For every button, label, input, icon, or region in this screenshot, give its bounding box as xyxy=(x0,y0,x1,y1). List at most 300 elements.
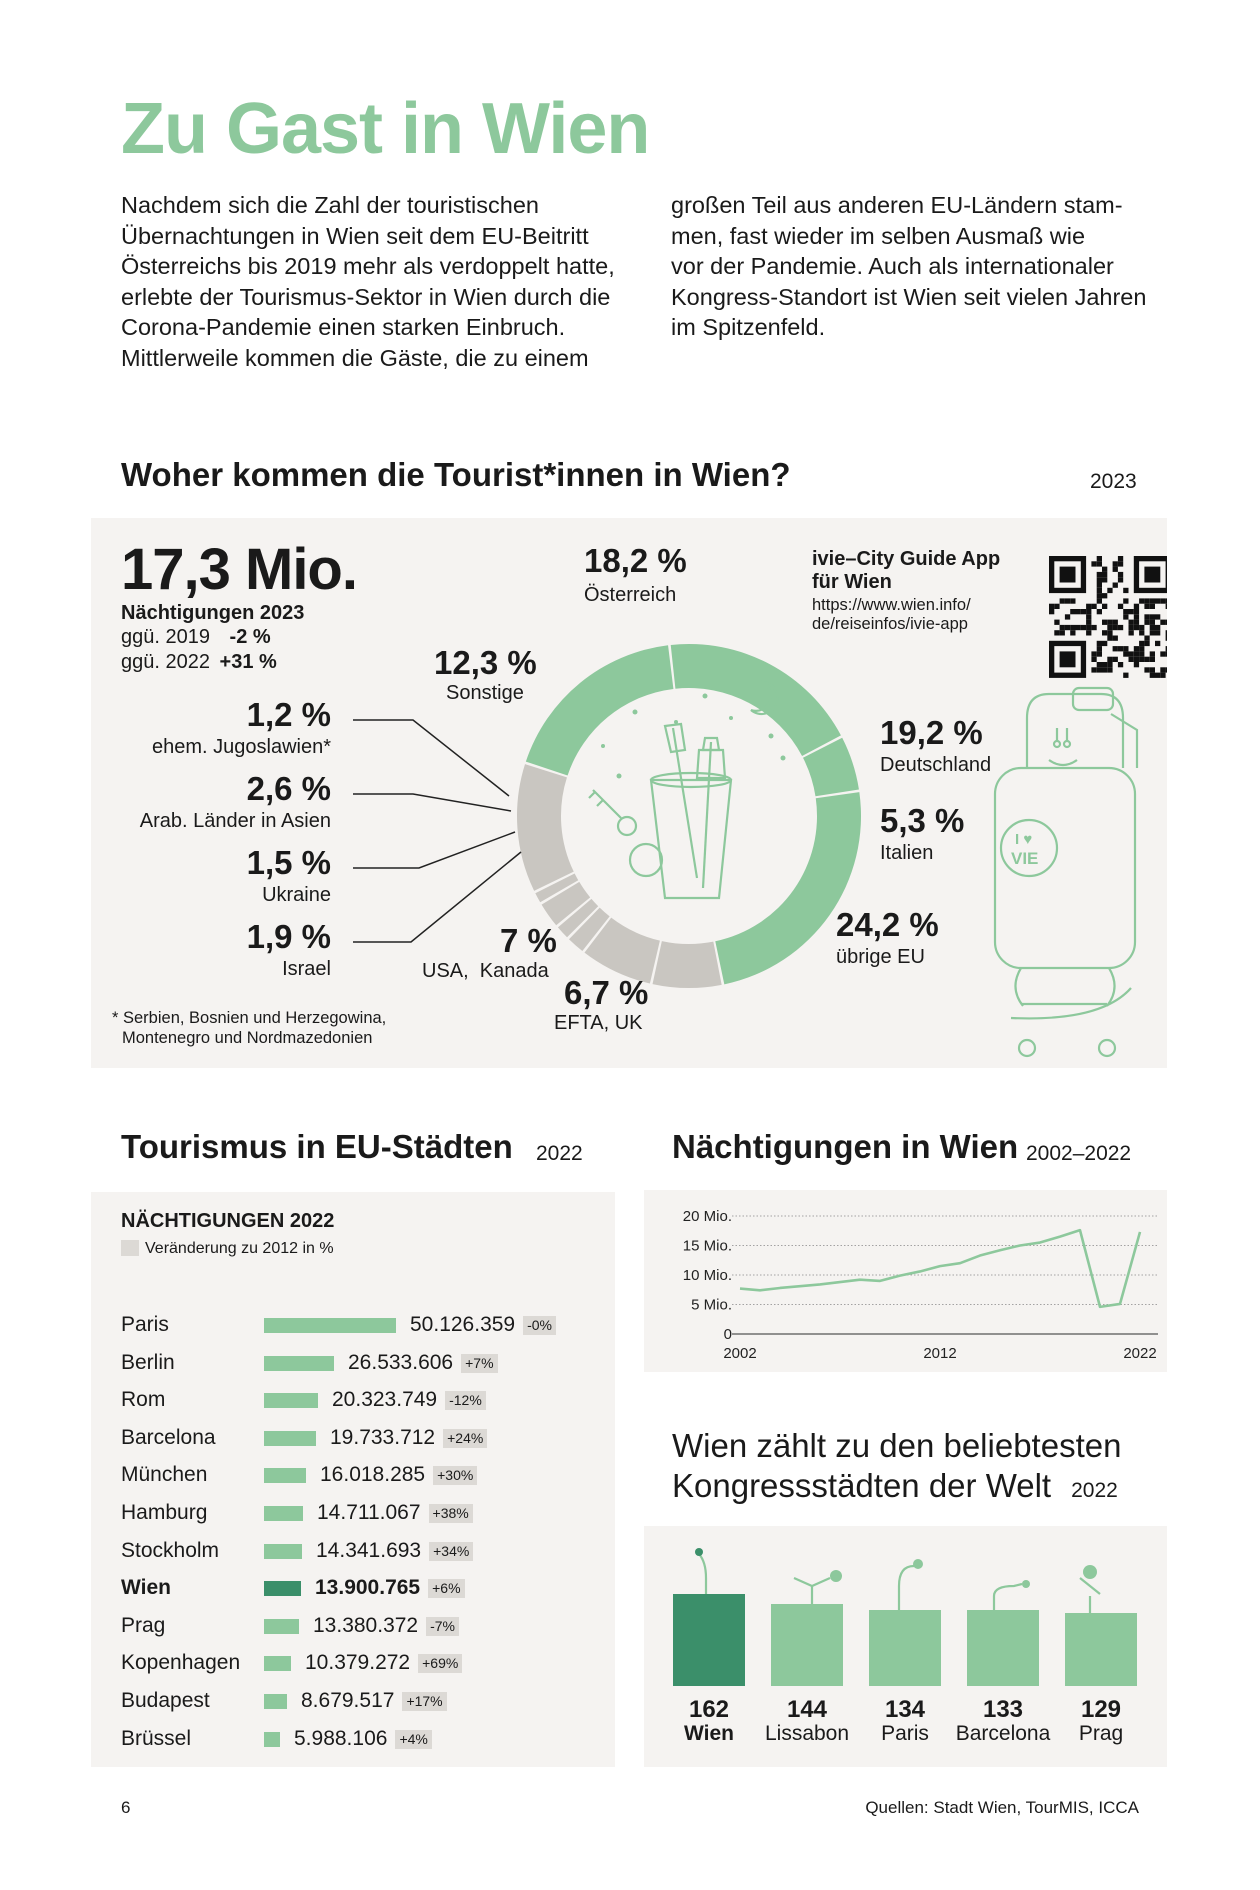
qr-module xyxy=(1070,609,1075,614)
qr-module xyxy=(1097,646,1102,651)
qr-module xyxy=(1150,598,1155,603)
qr-module xyxy=(1144,657,1149,662)
qr-module xyxy=(1123,588,1128,593)
congress-bar xyxy=(869,1610,941,1686)
qr-module xyxy=(1102,593,1107,598)
qr-module xyxy=(1097,667,1102,672)
city-bar xyxy=(264,1581,301,1596)
qr-module xyxy=(1113,657,1118,662)
congress-heading-line2 xyxy=(672,1466,1121,1511)
qr-module xyxy=(1118,625,1123,630)
label-italien: Italien xyxy=(880,842,934,864)
pct-efta-uk: 6,7 % xyxy=(564,974,649,1011)
qr-module xyxy=(1166,636,1167,641)
qr-module xyxy=(1139,598,1144,603)
qr-module xyxy=(1144,614,1149,619)
intro-line: men, fast wieder im selben Ausmaß wie xyxy=(671,222,1086,249)
city-row xyxy=(121,1385,601,1415)
qr-module xyxy=(1097,572,1102,577)
y-tick-label: 15 Mio. xyxy=(682,1237,732,1255)
city-value: 13.380.372 xyxy=(313,1613,419,1637)
qr-module xyxy=(1160,667,1165,672)
qr-module xyxy=(1102,604,1107,609)
city-change-badge: +38% xyxy=(429,1504,473,1523)
eu-cities-subtitle: NÄCHTIGUNGEN 2022 xyxy=(121,1210,335,1232)
qr-module xyxy=(1134,625,1139,630)
qr-module xyxy=(1054,630,1059,635)
qr-module xyxy=(1113,567,1118,572)
congress-heading-line1: Wien zählt zu den beliebtesten xyxy=(672,1427,1122,1464)
city-name: Brüssel xyxy=(121,1726,192,1750)
label-usa-kanada: USA, Kanada xyxy=(422,960,549,982)
city-change-badge: +24% xyxy=(443,1429,487,1448)
qr-module xyxy=(1123,609,1128,614)
label-efta-uk: EFTA, UK xyxy=(554,1012,643,1034)
nights-years: 2002–2022 xyxy=(1026,1142,1132,1165)
qr-module xyxy=(1086,620,1091,625)
city-bar xyxy=(264,1656,291,1671)
city-row xyxy=(121,1536,601,1566)
congress-city: Paris xyxy=(881,1722,929,1745)
qr-module xyxy=(1166,604,1167,609)
congress-year: 2022 xyxy=(1071,1479,1118,1502)
qr-module xyxy=(1134,609,1139,614)
city-value: 26.533.606 xyxy=(348,1350,454,1374)
qr-module xyxy=(1086,630,1091,635)
qr-module xyxy=(1150,620,1155,625)
city-row xyxy=(121,1498,601,1528)
qr-module xyxy=(1113,625,1118,630)
suitcase-sticker-line2: VIE xyxy=(1011,849,1039,868)
city-change-badge: -0% xyxy=(523,1316,556,1335)
intro-line: im Spitzenfeld. xyxy=(671,314,826,340)
qr-module xyxy=(1113,646,1118,651)
city-change-badge: +17% xyxy=(402,1692,446,1711)
qr-module xyxy=(1097,641,1102,646)
leader-line-israel xyxy=(353,852,521,942)
pct-italien: 5,3 % xyxy=(880,802,965,839)
qr-module xyxy=(1060,598,1065,603)
qr-module xyxy=(1102,572,1107,577)
pct-ukraine: 1,5 % xyxy=(246,844,331,881)
congress-bar xyxy=(771,1604,843,1686)
qr-module xyxy=(1107,636,1112,641)
qr-module xyxy=(1107,662,1112,667)
qr-module xyxy=(1070,630,1075,635)
pct-uebrige-eu: 24,2 % xyxy=(836,906,939,943)
toothbrush-cup-illustration xyxy=(589,682,778,898)
label-uebrige-eu: übrige EU xyxy=(836,946,925,968)
qr-module xyxy=(1060,630,1065,635)
intro-line: Kongress-Standort ist Wien seit vielen Jahren xyxy=(671,283,1147,310)
footnote-line2: Montenegro und Nordmazedonien xyxy=(122,1029,373,1047)
qr-module xyxy=(1060,625,1065,630)
qr-module xyxy=(1144,604,1149,609)
intro-left xyxy=(121,190,661,373)
qr-module xyxy=(1166,598,1167,603)
city-name: Budapest xyxy=(121,1689,210,1712)
intro-line: Mittlerweile kommen die Gäste, die zu einem xyxy=(121,344,589,371)
qr-module xyxy=(1091,561,1096,566)
qr-module xyxy=(1118,577,1123,582)
donut-segment-deutschland xyxy=(671,644,841,756)
label-ukraine: Ukraine xyxy=(262,884,331,906)
city-bar xyxy=(264,1694,287,1709)
city-row xyxy=(121,1310,601,1340)
qr-module xyxy=(1076,625,1081,630)
city-name: Kopenhagen xyxy=(121,1651,241,1675)
congress-heading xyxy=(672,1426,1121,1511)
qr-module xyxy=(1134,604,1139,609)
congress-city: Lissabon xyxy=(764,1722,850,1745)
qr-module xyxy=(1113,636,1118,641)
city-name: Berlin xyxy=(121,1350,175,1374)
label-deutschland: Deutschland xyxy=(880,754,992,776)
qr-module xyxy=(1097,662,1102,667)
qr-module xyxy=(1139,657,1144,662)
city-bar xyxy=(264,1356,334,1371)
footnote-line1: * Serbien, Bosnien und Herzegowina, xyxy=(112,1009,387,1027)
microphone-icon-paris xyxy=(899,1566,914,1614)
qr-module xyxy=(1155,641,1160,646)
qr-module xyxy=(1107,657,1112,662)
y-tick-label: 5 Mio. xyxy=(691,1296,732,1314)
qr-module xyxy=(1129,609,1134,614)
microphone-tip-wien xyxy=(695,1548,703,1556)
qr-module xyxy=(1102,630,1107,635)
pct-israel: 1,9 % xyxy=(246,918,331,955)
qr-module xyxy=(1144,641,1149,646)
city-name: Prag xyxy=(121,1613,166,1637)
qr-module xyxy=(1166,651,1167,656)
qr-module xyxy=(1144,667,1149,672)
microphone-tip-lissabon xyxy=(830,1570,842,1582)
city-bar xyxy=(264,1732,280,1747)
intro-line: Österreichs bis 2019 mehr als verdoppelt hatte, xyxy=(121,253,615,279)
qr-module xyxy=(1102,641,1107,646)
qr-module xyxy=(1118,662,1123,667)
qr-module xyxy=(1107,667,1112,672)
city-value: 13.900.765 xyxy=(315,1576,421,1600)
city-name: Paris xyxy=(121,1313,169,1336)
qr-module xyxy=(1118,556,1123,561)
pct-jugoslawien: 1,2 % xyxy=(246,696,331,733)
microphone-head-prag xyxy=(1080,1578,1100,1594)
leader-line-jugoslawien xyxy=(353,720,509,796)
city-value: 5.988.106 xyxy=(294,1726,388,1750)
qr-module xyxy=(1144,598,1149,603)
intro-line: Nachdem sich die Zahl der touristischen xyxy=(121,192,539,218)
app-promo[interactable] xyxy=(812,548,1000,634)
city-change-badge: -12% xyxy=(445,1391,486,1410)
app-title-line1: ivie–City Guide App xyxy=(812,548,1001,570)
qr-module xyxy=(1123,598,1128,603)
vs-2022-label: ggü. 2022 xyxy=(121,651,210,673)
qr-module xyxy=(1102,667,1107,672)
city-change-badge: +4% xyxy=(395,1730,431,1749)
qr-module xyxy=(1086,604,1091,609)
origins-year: 2023 xyxy=(1090,470,1137,493)
qr-module xyxy=(1102,620,1107,625)
congress-bar xyxy=(673,1594,745,1686)
qr-module xyxy=(1139,630,1144,635)
city-change-badge: -7% xyxy=(426,1617,459,1636)
qr-module xyxy=(1134,651,1139,656)
city-row xyxy=(121,1423,601,1453)
qr-module xyxy=(1150,625,1155,630)
city-change-badge: +7% xyxy=(461,1354,497,1373)
city-value: 16.018.285 xyxy=(320,1463,426,1487)
qr-module xyxy=(1065,598,1070,603)
qr-module xyxy=(1166,667,1167,672)
qr-module xyxy=(1134,657,1139,662)
qr-module xyxy=(1139,646,1144,651)
label-oesterreich: Österreich xyxy=(584,584,677,606)
qr-module xyxy=(1150,667,1155,672)
qr-module xyxy=(1091,667,1096,672)
intro-line: großen Teil aus anderen EU-Ländern stam- xyxy=(671,192,1123,218)
qr-module xyxy=(1150,673,1155,678)
city-row xyxy=(121,1348,601,1378)
label-jugoslawien: ehem. Jugoslawien* xyxy=(152,736,331,758)
qr-module xyxy=(1086,625,1091,630)
qr-module xyxy=(1102,577,1107,582)
x-tick-label: 2002 xyxy=(723,1345,757,1362)
qr-module xyxy=(1102,662,1107,667)
nights-line-chart xyxy=(644,1190,1167,1372)
app-url-line2[interactable]: de/reiseinfos/ivie-app xyxy=(812,615,968,633)
qr-module xyxy=(1160,598,1165,603)
intro-line: erlebte der Tourismus-Sektor in Wien durch die xyxy=(121,283,611,310)
city-bar xyxy=(264,1393,318,1408)
qr-module xyxy=(1129,630,1134,635)
pct-sonstige: 12,3 % xyxy=(434,644,537,681)
qr-module xyxy=(1076,609,1081,614)
qr-module xyxy=(1139,625,1144,630)
pct-deutschland: 19,2 % xyxy=(880,714,983,751)
donut-segments xyxy=(517,644,861,988)
suitcase-sticker-line1: I ♥ xyxy=(1015,831,1033,848)
page-title: Zu Gast in Wien xyxy=(121,89,650,169)
qr-module xyxy=(1123,614,1128,619)
qr-module xyxy=(1081,625,1086,630)
city-bar xyxy=(264,1544,302,1559)
qr-module xyxy=(1081,609,1086,614)
intro-line: Corona-Pandemie einen starken Einbruch. xyxy=(121,314,566,340)
city-name: Stockholm xyxy=(121,1538,220,1562)
qr-module xyxy=(1129,620,1134,625)
city-bar xyxy=(264,1619,299,1634)
qr-module xyxy=(1091,651,1096,656)
qr-module xyxy=(1160,620,1165,625)
qr-module xyxy=(1134,614,1139,619)
qr-module xyxy=(1129,651,1134,656)
qr-module xyxy=(1150,630,1155,635)
intro-line: Übernachtungen in Wien seit dem EU-Beitritt xyxy=(121,222,589,249)
congress-value: 162 xyxy=(688,1696,730,1723)
qr-module xyxy=(1091,625,1096,630)
city-name: Hamburg xyxy=(121,1501,208,1524)
congress-value: 134 xyxy=(884,1696,926,1723)
qr-module xyxy=(1160,651,1165,656)
label-israel: Israel xyxy=(282,958,331,980)
qr-module xyxy=(1118,646,1123,651)
qr-code[interactable] xyxy=(1049,556,1167,678)
city-row xyxy=(121,1724,601,1754)
qr-module xyxy=(1107,588,1112,593)
microphone-tip-paris xyxy=(913,1559,923,1569)
nights-series-line xyxy=(740,1230,1140,1307)
app-url-line1[interactable]: https://www.wien.info/ xyxy=(812,596,971,614)
qr-module xyxy=(1065,614,1070,619)
city-change-badge: +69% xyxy=(418,1654,462,1673)
city-name: Rom xyxy=(121,1388,166,1412)
qr-module xyxy=(1097,561,1102,566)
city-change-badge: +6% xyxy=(428,1579,464,1598)
origins-heading: Woher kommen die Tourist*innen in Wien? xyxy=(121,456,791,493)
qr-module xyxy=(1102,567,1107,572)
qr-module xyxy=(1113,561,1118,566)
qr-module xyxy=(1091,657,1096,662)
app-title-line2: für Wien xyxy=(812,571,892,593)
city-row xyxy=(121,1686,601,1716)
qr-module xyxy=(1129,657,1134,662)
qr-module xyxy=(1113,620,1118,625)
suitcase-illustration xyxy=(995,688,1137,1056)
city-bar xyxy=(264,1318,396,1333)
qr-module xyxy=(1065,625,1070,630)
qr-module xyxy=(1144,620,1149,625)
city-row xyxy=(121,1648,601,1678)
vs-2022-value: +31 % xyxy=(219,651,277,673)
qr-module xyxy=(1118,572,1123,577)
qr-module xyxy=(1107,630,1112,635)
city-value: 8.679.517 xyxy=(301,1689,395,1712)
y-tick-label: 10 Mio. xyxy=(682,1267,732,1284)
qr-module xyxy=(1070,625,1075,630)
eu-cities-heading: Tourismus in EU-Städten xyxy=(121,1128,513,1165)
city-name: Barcelona xyxy=(121,1425,216,1449)
qr-module xyxy=(1129,625,1134,630)
city-bar xyxy=(264,1506,303,1521)
qr-module xyxy=(1118,561,1123,566)
congress-heading-line2-text: Kongressstädten der Welt xyxy=(672,1467,1052,1504)
leader-line-ukraine xyxy=(353,832,515,868)
city-row xyxy=(121,1611,601,1641)
qr-module xyxy=(1134,646,1139,651)
city-value: 20.323.749 xyxy=(332,1388,438,1412)
x-tick-label: 2022 xyxy=(1123,1345,1157,1362)
city-value: 50.126.359 xyxy=(410,1313,516,1336)
qr-module xyxy=(1166,630,1167,635)
qr-module xyxy=(1097,593,1102,598)
label-sonstige: Sonstige xyxy=(446,682,524,704)
leader-line-arab xyxy=(353,794,511,811)
qr-module xyxy=(1097,577,1102,582)
page-number: 6 xyxy=(121,1798,131,1817)
qr-module xyxy=(1054,620,1059,625)
qr-module xyxy=(1155,614,1160,619)
intro-line: vor der Pandemie. Auch als internationaler xyxy=(671,253,1114,279)
qr-module xyxy=(1150,651,1155,656)
qr-module xyxy=(1097,598,1102,603)
legend-label: Veränderung zu 2012 in % xyxy=(145,1240,334,1257)
qr-module xyxy=(1155,598,1160,603)
city-value: 14.341.693 xyxy=(316,1538,422,1562)
legend-swatch xyxy=(121,1240,139,1256)
congress-value: 144 xyxy=(786,1696,828,1723)
city-name: Wien xyxy=(121,1576,171,1600)
qr-module xyxy=(1086,609,1091,614)
x-tick-label: 2012 xyxy=(923,1345,957,1362)
city-bar xyxy=(264,1468,306,1483)
qr-module xyxy=(1155,673,1160,678)
qr-module xyxy=(1144,636,1149,641)
qr-module xyxy=(1150,657,1155,662)
vs-2019-label: ggü. 2019 xyxy=(121,626,210,648)
microphone-tip-prag xyxy=(1083,1565,1097,1579)
eu-cities-legend xyxy=(121,1240,334,1258)
nights-heading: Nächtigungen in Wien xyxy=(672,1128,1019,1165)
donut-segment-efta-uk xyxy=(653,941,722,988)
qr-module xyxy=(1155,625,1160,630)
qr-module xyxy=(1134,620,1139,625)
eu-cities-year: 2022 xyxy=(536,1142,583,1165)
microphone-head-lissabon xyxy=(794,1578,830,1586)
qr-module xyxy=(1123,673,1128,678)
city-row xyxy=(121,1573,601,1603)
qr-module xyxy=(1155,630,1160,635)
city-value: 14.711.067 xyxy=(317,1501,421,1524)
qr-module xyxy=(1150,604,1155,609)
qr-module xyxy=(1134,662,1139,667)
congress-value: 133 xyxy=(982,1696,1024,1723)
city-change-badge: +34% xyxy=(429,1542,473,1561)
qr-module xyxy=(1097,556,1102,561)
qr-module xyxy=(1070,598,1075,603)
congress-city: Wien xyxy=(684,1722,734,1745)
city-row xyxy=(121,1460,601,1490)
qr-module xyxy=(1123,646,1128,651)
microphone-icon-wien xyxy=(699,1554,706,1594)
qr-module xyxy=(1107,620,1112,625)
sources: Quellen: Stadt Wien, TourMIS, ICCA xyxy=(865,1798,1139,1817)
qr-module xyxy=(1097,651,1102,656)
city-value: 10.379.272 xyxy=(305,1651,411,1675)
congress-bar xyxy=(967,1610,1039,1686)
label-arab: Arab. Länder in Asien xyxy=(139,810,331,832)
qr-module xyxy=(1139,651,1144,656)
y-tick-label: 0 xyxy=(723,1326,732,1343)
qr-module xyxy=(1118,604,1123,609)
city-bar xyxy=(264,1431,316,1446)
city-change-badge: +30% xyxy=(433,1466,477,1485)
pct-usa-kanada: 7 % xyxy=(500,922,557,959)
qr-module xyxy=(1123,651,1128,656)
qr-module xyxy=(1166,646,1167,651)
vs-2019-value: -2 % xyxy=(229,626,271,648)
qr-module xyxy=(1139,641,1144,646)
qr-module xyxy=(1160,673,1165,678)
congress-city: Prag xyxy=(1078,1722,1124,1745)
city-name: München xyxy=(121,1463,208,1487)
intro-right xyxy=(671,190,1191,343)
qr-module xyxy=(1113,583,1118,588)
qr-module xyxy=(1107,625,1112,630)
qr-module xyxy=(1097,583,1102,588)
qr-module xyxy=(1097,588,1102,593)
qr-module xyxy=(1054,604,1059,609)
